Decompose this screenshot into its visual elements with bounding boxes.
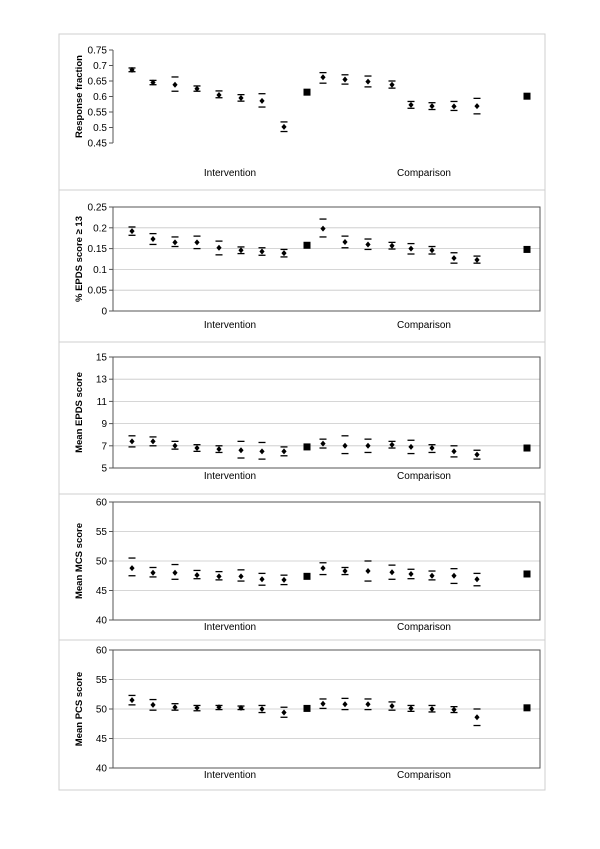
estimate-point	[408, 571, 413, 577]
estimate-point	[216, 573, 221, 579]
estimate-point	[429, 103, 434, 109]
estimate-point	[216, 245, 221, 251]
y-tick-label: 40	[95, 763, 107, 775]
pooled-estimate-square	[524, 704, 531, 711]
y-tick-label: 40	[95, 615, 107, 627]
category-label: Intervention	[203, 770, 257, 781]
estimate-point	[150, 702, 155, 708]
y-tick-label: 45	[95, 586, 107, 597]
estimate-point	[129, 228, 134, 234]
estimate-point	[281, 577, 286, 583]
estimate-point	[429, 573, 434, 579]
y-tick-label: 0.05	[87, 285, 107, 297]
estimate-point	[216, 92, 221, 98]
estimate-point	[342, 443, 347, 449]
category-label: Intervention	[203, 168, 257, 179]
pooled-estimate-square	[304, 443, 311, 450]
estimate-point	[342, 76, 347, 82]
estimate-point	[129, 565, 134, 571]
chart-panel-5	[74, 646, 540, 782]
estimate-point	[474, 714, 479, 720]
estimate-point	[365, 443, 370, 449]
estimate-point	[389, 82, 394, 88]
estimate-point	[150, 236, 155, 242]
category-label: Comparison	[397, 622, 451, 633]
y-tick-label: 0.1	[93, 264, 107, 276]
estimate-point	[389, 703, 394, 709]
estimate-point	[172, 570, 177, 576]
estimate-point	[342, 239, 347, 245]
estimate-point	[216, 446, 221, 452]
y-tick-label: 55	[95, 527, 107, 538]
chart-panel-3	[74, 353, 540, 483]
y-tick-label: 5	[101, 463, 107, 475]
estimate-point	[429, 706, 434, 712]
y-axis-label: Response fraction	[74, 55, 85, 138]
estimate-point	[281, 710, 286, 716]
pooled-estimate-square	[304, 89, 311, 96]
estimate-point	[172, 239, 177, 245]
estimate-point	[451, 103, 456, 109]
y-tick-label: 45	[95, 734, 107, 745]
pooled-estimate-square	[304, 705, 311, 712]
estimate-point	[129, 438, 134, 444]
estimate-point	[194, 239, 199, 245]
estimate-point	[451, 707, 456, 713]
y-tick-label: 60	[95, 497, 107, 509]
estimate-point	[238, 95, 243, 101]
y-tick-label: 0.15	[87, 244, 107, 256]
estimate-point	[342, 701, 347, 707]
y-tick-label: 0.7	[93, 61, 107, 72]
estimate-point	[259, 706, 264, 712]
estimate-point	[320, 226, 325, 232]
estimate-point	[150, 570, 155, 576]
estimate-point	[429, 247, 434, 253]
y-tick-label: 0.5	[93, 123, 107, 134]
y-tick-label: 9	[101, 419, 107, 431]
estimate-point	[281, 124, 286, 130]
category-label: Comparison	[397, 471, 451, 482]
estimate-point	[365, 701, 370, 707]
estimate-point	[365, 241, 370, 247]
y-tick-label: 0.75	[87, 45, 107, 57]
category-label: Intervention	[203, 471, 257, 482]
y-tick-label: 7	[101, 441, 107, 453]
estimate-point	[408, 444, 413, 450]
y-tick-label: 0.45	[87, 138, 107, 150]
estimate-point	[259, 98, 264, 104]
pooled-estimate-square	[524, 246, 531, 253]
y-tick-label: 0.25	[87, 202, 107, 214]
estimate-point	[281, 448, 286, 454]
figure-outer-border	[59, 34, 545, 790]
estimate-point	[474, 257, 479, 263]
estimate-point	[408, 246, 413, 252]
estimate-point	[259, 249, 264, 255]
estimate-point	[281, 250, 286, 256]
y-tick-label: 0.55	[87, 107, 107, 119]
y-axis-label: Mean MCS score	[74, 522, 85, 600]
estimate-point	[194, 572, 199, 578]
estimate-point	[389, 569, 394, 575]
y-tick-label: 11	[96, 396, 107, 408]
y-tick-label: 0.6	[93, 92, 107, 103]
estimate-point	[238, 573, 243, 579]
estimate-point	[259, 576, 264, 582]
estimate-point	[365, 79, 370, 85]
chart-panel-2	[74, 203, 540, 332]
y-axis-label: % EPDS score ≥ 13	[74, 215, 85, 303]
estimate-point	[474, 452, 479, 458]
estimate-point	[451, 255, 456, 261]
estimate-point	[389, 442, 394, 448]
chart-panel-1	[74, 46, 531, 180]
category-label: Intervention	[203, 622, 257, 633]
y-tick-label: 0	[101, 306, 107, 318]
y-tick-label: 60	[95, 645, 107, 657]
y-axis-label: Mean EPDS score	[74, 372, 85, 453]
y-tick-label: 55	[95, 675, 107, 686]
estimate-point	[408, 102, 413, 108]
estimate-point	[238, 447, 243, 453]
plot-frame	[113, 357, 540, 468]
y-tick-label: 0.65	[87, 76, 107, 88]
estimate-point	[238, 247, 243, 253]
estimate-point	[129, 697, 134, 703]
y-tick-label: 15	[95, 352, 107, 364]
chart-panel-4	[74, 498, 540, 634]
estimate-point	[342, 568, 347, 574]
y-tick-label: 0.2	[93, 223, 107, 235]
category-label: Comparison	[397, 770, 451, 781]
pooled-estimate-square	[524, 445, 531, 452]
category-label: Intervention	[203, 320, 257, 331]
estimate-point	[451, 573, 456, 579]
estimate-point	[365, 568, 370, 574]
estimate-point	[259, 448, 264, 454]
estimate-point	[172, 443, 177, 449]
pooled-estimate-square	[304, 242, 311, 249]
pooled-estimate-square	[524, 570, 531, 577]
estimate-point	[320, 701, 325, 707]
y-axis-label: Mean PCS score	[74, 671, 85, 747]
y-tick-label: 50	[95, 704, 107, 716]
pooled-estimate-square	[304, 573, 311, 580]
estimate-point	[474, 576, 479, 582]
estimate-point	[408, 705, 413, 711]
y-tick-label: 50	[95, 556, 107, 568]
estimate-point	[150, 438, 155, 444]
estimate-point	[320, 565, 325, 571]
estimate-point	[474, 103, 479, 109]
category-label: Comparison	[397, 168, 451, 179]
estimate-point	[451, 448, 456, 454]
estimate-point	[172, 82, 177, 88]
y-tick-label: 13	[95, 374, 107, 386]
category-label: Comparison	[397, 320, 451, 331]
estimate-point	[389, 243, 394, 249]
estimate-point	[320, 74, 325, 80]
pooled-estimate-square	[524, 93, 531, 100]
